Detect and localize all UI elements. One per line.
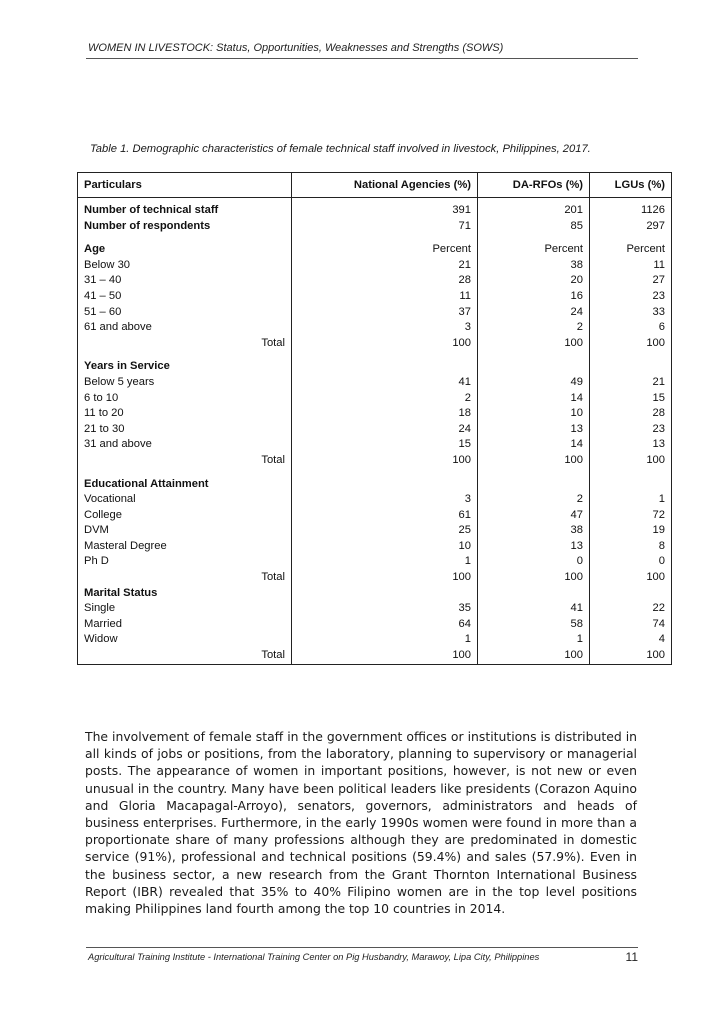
table-cell: 3	[292, 320, 478, 336]
table-cell: 11	[292, 289, 478, 305]
table-cell	[478, 586, 590, 602]
table-row	[78, 523, 672, 539]
table-cell: 100	[478, 453, 590, 469]
table-row	[78, 617, 672, 633]
table-cell: 23	[590, 422, 672, 438]
running-header: WOMEN IN LIVESTOCK: Status, Opportunities, Weaknesses and Strengths (SOWS)	[88, 42, 504, 54]
table-cell: 13	[478, 539, 590, 555]
row-label: Total	[78, 570, 292, 586]
table-cell: 14	[478, 391, 590, 407]
row-label: Ph D	[78, 554, 292, 570]
table-spacer-row	[78, 351, 672, 359]
demographics-table	[77, 172, 672, 665]
table-cell: 15	[292, 437, 478, 453]
table-cell: 28	[590, 406, 672, 422]
footer-divider	[86, 947, 638, 948]
body-paragraph: The involvement of female staff in the government offices or institutions is distributed in all kinds of jobs or positions, from the laboratory, planning to supervisory or managerial posts. The appearance of women in important positions, however, is not new or even unusual in the country. Many have been political leaders like presidents (Corazon Aquino and Gloria Macapagal-Arroyo), senators, governors, administrators and heads of business enterprises. Furthermore, in the early 1990s women were found in more than a proportionate share of many professions although they are predominated in domestic service (91%), professional and technical positions (59.4%) and sales (57.9%). Even in the business sector, a new research from the Grant Thornton International Business Report (IBR) revealed that 35% to 40% Filipino women are in the top level positions making Philippines land fourth among the top 10 countries in 2014.	[85, 729, 637, 917]
table-cell: 3	[292, 492, 478, 508]
table-row	[78, 477, 672, 493]
table-row	[78, 391, 672, 407]
table-cell: 201	[478, 198, 590, 219]
table-spacer-row	[78, 234, 672, 242]
table-row	[78, 508, 672, 524]
table-cell: 21	[292, 258, 478, 274]
table-cell: 58	[478, 617, 590, 633]
table-row	[78, 601, 672, 617]
table-cell: 100	[590, 336, 672, 352]
table-header-row	[78, 173, 672, 198]
table-row	[78, 492, 672, 508]
table-row	[78, 219, 672, 235]
row-label: Number of respondents	[78, 219, 292, 235]
table-total-row	[78, 336, 672, 352]
table-cell: 100	[590, 570, 672, 586]
row-label: Total	[78, 453, 292, 469]
table-cell	[478, 359, 590, 375]
row-label: DVM	[78, 523, 292, 539]
table-cell	[78, 469, 292, 477]
table-cell: 49	[478, 375, 590, 391]
table-cell: 100	[478, 570, 590, 586]
table-cell	[292, 477, 478, 493]
table-cell: 100	[478, 648, 590, 664]
table-row	[78, 375, 672, 391]
table-cell	[292, 469, 478, 477]
row-label: Single	[78, 601, 292, 617]
column-header-national-agencies: National Agencies (%)	[292, 173, 478, 198]
table-cell: 22	[590, 601, 672, 617]
row-label: 61 and above	[78, 320, 292, 336]
table-cell: 41	[478, 601, 590, 617]
table-caption: Table 1. Demographic characteristics of female technical staff involved in livestock, Philippines, 2017.	[90, 143, 591, 155]
row-label: Masteral Degree	[78, 539, 292, 555]
row-label: Age	[78, 242, 292, 258]
table-cell	[590, 351, 672, 359]
table-row	[78, 305, 672, 321]
table-cell: 4	[590, 632, 672, 648]
table-cell	[590, 586, 672, 602]
table-cell: 0	[478, 554, 590, 570]
table-cell	[292, 586, 478, 602]
table-cell: 72	[590, 508, 672, 524]
table-cell: 16	[478, 289, 590, 305]
table-cell: 47	[478, 508, 590, 524]
table-cell: 100	[292, 336, 478, 352]
table-cell	[78, 351, 292, 359]
table-cell	[292, 234, 478, 242]
table-cell: 61	[292, 508, 478, 524]
table-row	[78, 198, 672, 219]
column-header-da-rfos: DA-RFOs (%)	[478, 173, 590, 198]
table-total-row	[78, 648, 672, 664]
table-cell: 71	[292, 219, 478, 235]
table-cell	[478, 469, 590, 477]
row-label: 6 to 10	[78, 391, 292, 407]
table-cell: 13	[478, 422, 590, 438]
table-cell: 2	[478, 320, 590, 336]
page-number: 11	[625, 950, 638, 964]
column-header-particulars: Particulars	[78, 173, 292, 198]
table-row	[78, 258, 672, 274]
table-row	[78, 632, 672, 648]
table-cell	[478, 351, 590, 359]
table-cell: 38	[478, 523, 590, 539]
table-cell: 1126	[590, 198, 672, 219]
row-label: 11 to 20	[78, 406, 292, 422]
table-cell: 14	[478, 437, 590, 453]
table-cell: 391	[292, 198, 478, 219]
table-cell: 6	[590, 320, 672, 336]
table-row	[78, 586, 672, 602]
row-label: Below 30	[78, 258, 292, 274]
table-cell: 24	[292, 422, 478, 438]
table-cell: 25	[292, 523, 478, 539]
table-cell: 1	[478, 632, 590, 648]
table-row	[78, 359, 672, 375]
column-header-lgus: LGUs (%)	[590, 173, 672, 198]
table-cell: 37	[292, 305, 478, 321]
table-cell: 38	[478, 258, 590, 274]
table-cell: 0	[590, 554, 672, 570]
table-cell: 85	[478, 219, 590, 235]
table-cell: 28	[292, 273, 478, 289]
table-cell: 2	[292, 391, 478, 407]
table-cell: 64	[292, 617, 478, 633]
table-cell	[590, 469, 672, 477]
table-row	[78, 273, 672, 289]
table-cell: 13	[590, 437, 672, 453]
row-label: Marital Status	[78, 586, 292, 602]
row-label: 41 – 50	[78, 289, 292, 305]
table-cell	[478, 477, 590, 493]
table-row	[78, 242, 672, 258]
table-cell: 27	[590, 273, 672, 289]
table-cell	[78, 234, 292, 242]
row-label: College	[78, 508, 292, 524]
table-cell: 100	[292, 453, 478, 469]
table-cell: 10	[478, 406, 590, 422]
row-label: Married	[78, 617, 292, 633]
row-label: Below 5 years	[78, 375, 292, 391]
table-cell	[590, 234, 672, 242]
table-cell: 2	[478, 492, 590, 508]
table-total-row	[78, 453, 672, 469]
row-label: Total	[78, 336, 292, 352]
table-cell: 100	[292, 570, 478, 586]
table-cell: 15	[590, 391, 672, 407]
row-label: Educational Attainment	[78, 477, 292, 493]
table-cell: 10	[292, 539, 478, 555]
table-cell: Percent	[590, 242, 672, 258]
row-label: Widow	[78, 632, 292, 648]
table-cell: 35	[292, 601, 478, 617]
table-cell: 23	[590, 289, 672, 305]
table-cell: Percent	[478, 242, 590, 258]
table-total-row	[78, 570, 672, 586]
table-cell	[292, 359, 478, 375]
footer-text: Agricultural Training Institute - International Training Center on Pig Husbandry, Marawoy, Lipa City, Philippines	[88, 952, 540, 962]
table-cell: 21	[590, 375, 672, 391]
row-label: Total	[78, 648, 292, 664]
table-cell: 74	[590, 617, 672, 633]
table-cell: 100	[590, 453, 672, 469]
table-row	[78, 406, 672, 422]
table-row	[78, 320, 672, 336]
table-cell: 100	[590, 648, 672, 664]
table-cell: 100	[292, 648, 478, 664]
table-body	[78, 198, 672, 665]
row-label: 31 and above	[78, 437, 292, 453]
table-spacer-row	[78, 469, 672, 477]
table-row	[78, 554, 672, 570]
table-cell: 20	[478, 273, 590, 289]
table-cell: 18	[292, 406, 478, 422]
table-cell: 297	[590, 219, 672, 235]
row-label: Vocational	[78, 492, 292, 508]
header-divider	[86, 58, 638, 59]
table-cell: 24	[478, 305, 590, 321]
table-cell: 8	[590, 539, 672, 555]
row-label: Number of technical staff	[78, 198, 292, 219]
row-label: 31 – 40	[78, 273, 292, 289]
table-cell: 41	[292, 375, 478, 391]
table-row	[78, 289, 672, 305]
table-cell	[590, 477, 672, 493]
table-cell: 100	[478, 336, 590, 352]
table-cell: 11	[590, 258, 672, 274]
row-label: 51 – 60	[78, 305, 292, 321]
table-cell: 1	[292, 632, 478, 648]
table-cell	[478, 234, 590, 242]
table-row	[78, 437, 672, 453]
table-cell	[292, 351, 478, 359]
row-label: 21 to 30	[78, 422, 292, 438]
table-cell: 1	[590, 492, 672, 508]
table-row	[78, 539, 672, 555]
table-row	[78, 422, 672, 438]
table-cell: 1	[292, 554, 478, 570]
table-cell: 19	[590, 523, 672, 539]
table-cell	[590, 359, 672, 375]
table-cell: 33	[590, 305, 672, 321]
row-label: Years in Service	[78, 359, 292, 375]
table-cell: Percent	[292, 242, 478, 258]
